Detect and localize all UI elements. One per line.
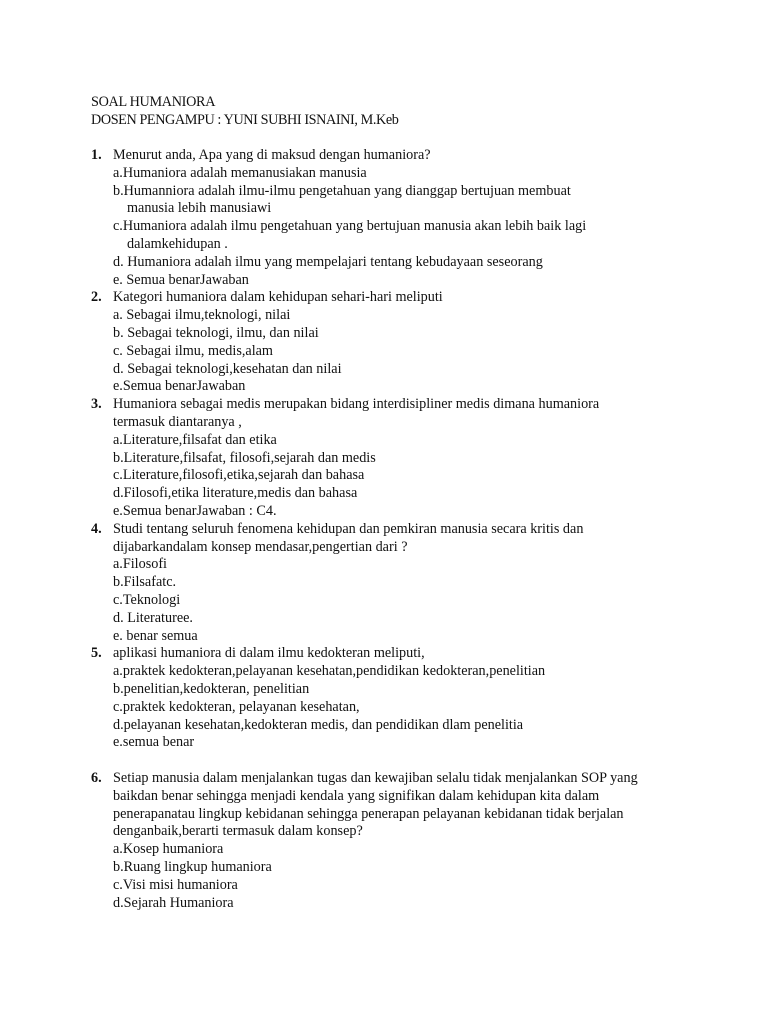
answer-option-b-continued: manusia lebih manusiawi [127, 200, 272, 217]
question-text-continued: dijabarkandalam konsep mendasar,pengertian dari ? [113, 538, 408, 555]
question-text: Setiap manusia dalam menjalankan tugas dan kewajiban selalu tidak menjalankan SOP yang [113, 770, 638, 787]
question-number: 5. [91, 645, 102, 662]
question-list [91, 147, 731, 912]
answer-option-b: b.Ruang lingkup humaniora [113, 859, 272, 876]
answer-option-b: b. Sebagai teknologi, ilmu, dan nilai [113, 324, 319, 341]
answer-option-d: d. Humaniora adalah ilmu yang mempelajari tentang kebudayaan seseorang [113, 253, 543, 270]
answer-option-a: a. Sebagai ilmu,teknologi, nilai [113, 307, 291, 324]
question-text: Menurut anda, Apa yang di maksud dengan humaniora? [113, 147, 431, 163]
question-number: 3. [91, 396, 102, 413]
question-text: Kategori humaniora dalam kehidupan sehari-hari meliputi [113, 289, 443, 306]
question-3 [91, 396, 731, 521]
question-1 [91, 147, 731, 289]
answer-option-c: c.Teknologi [113, 591, 181, 608]
answer-option-e: e.Semua benarJawaban [113, 378, 246, 395]
answer-option-d: d.Sejarah Humaniora [113, 894, 234, 911]
question-text: Studi tentang seluruh fenomena kehidupan dan pemkiran manusia secara kritis dan [113, 520, 584, 537]
answer-option-c: c. Sebagai ilmu, medis,alam [113, 342, 273, 359]
answer-option-e: e. Semua benarJawaban [113, 271, 249, 288]
question-number: 6. [91, 770, 102, 787]
answer-option-c: c.praktek kedokteran, pelayanan kesehatan, [113, 698, 360, 715]
answer-option-c: c.Visi misi humaniora [113, 876, 238, 893]
answer-option-b: b.Filsafatc. [113, 574, 177, 591]
lecturer-line: DOSEN PENGAMPU : YUNI SUBHI ISNAINI, M.Keb [91, 111, 399, 128]
document-header [91, 94, 398, 130]
answer-option-b: b.penelitian,kedokteran, penelitian [113, 680, 310, 697]
answer-option-c-continued: dalamkehidupan . [127, 235, 228, 252]
question-4 [91, 521, 731, 646]
question-number: 1. [91, 147, 102, 163]
answer-option-e: e. benar semua [113, 627, 198, 644]
answer-option-b: b.Literature,filsafat, filosofi,sejarah dan medis [113, 449, 376, 466]
answer-option-d: d.Filosofi,etika literature,medis dan bahasa [113, 485, 358, 502]
document-title: SOAL HUMANIORA [91, 94, 216, 110]
question-text-continued: denganbaik,berarti termasuk dalam konsep? [113, 823, 363, 840]
question-text-continued: baikdan benar sehingga menjadi kendala yang signifikan dalam kehidupan kita dalam [113, 787, 600, 804]
answer-option-d: d. Sebagai teknologi,kesehatan dan nilai [113, 360, 342, 377]
question-text: aplikasi humaniora di dalam ilmu kedokteran meliputi, [113, 645, 425, 662]
question-6 [91, 770, 731, 912]
answer-option-d: d. Literaturee. [113, 609, 193, 626]
question-text-continued: penerapanatau lingkup kebidanan sehingga penerapan pelayanan kebidanan tidak berjalan [113, 805, 624, 822]
answer-option-c: c.Humaniora adalah ilmu pengetahuan yang bertujuan manusia akan lebih baik lagi [113, 218, 587, 235]
answer-option-d: d.pelayanan kesehatan,kedokteran medis, dan pendidikan dlam penelitia [113, 716, 524, 733]
question-5 [91, 645, 731, 752]
answer-option-a: a.Literature,filsafat dan etika [113, 431, 277, 448]
question-number: 2. [91, 289, 102, 306]
answer-option-a: a.praktek kedokteran,pelayanan kesehatan,pendidikan kedokteran,penelitian [113, 663, 546, 680]
answer-option-a: a.Kosep humaniora [113, 841, 224, 858]
question-text-continued: termasuk diantaranya , [113, 413, 242, 430]
question-2 [91, 289, 731, 396]
question-text: Humaniora sebagai medis merupakan bidang interdisipliner medis dimana humaniora [113, 396, 600, 413]
answer-option-e: e.semua benar [113, 734, 195, 751]
question-number: 4. [91, 520, 102, 537]
answer-option-a: a.Filosofi [113, 556, 167, 573]
answer-option-a: a.Humaniora adalah memanusiakan manusia [113, 164, 367, 181]
answer-option-c: c.Literature,filosofi,etika,sejarah dan bahasa [113, 467, 365, 484]
answer-option-e: e.Semua benarJawaban : C4. [113, 502, 277, 519]
answer-option-b: b.Humanniora adalah ilmu-ilmu pengetahuan yang dianggap bertujuan membuat [113, 182, 571, 199]
